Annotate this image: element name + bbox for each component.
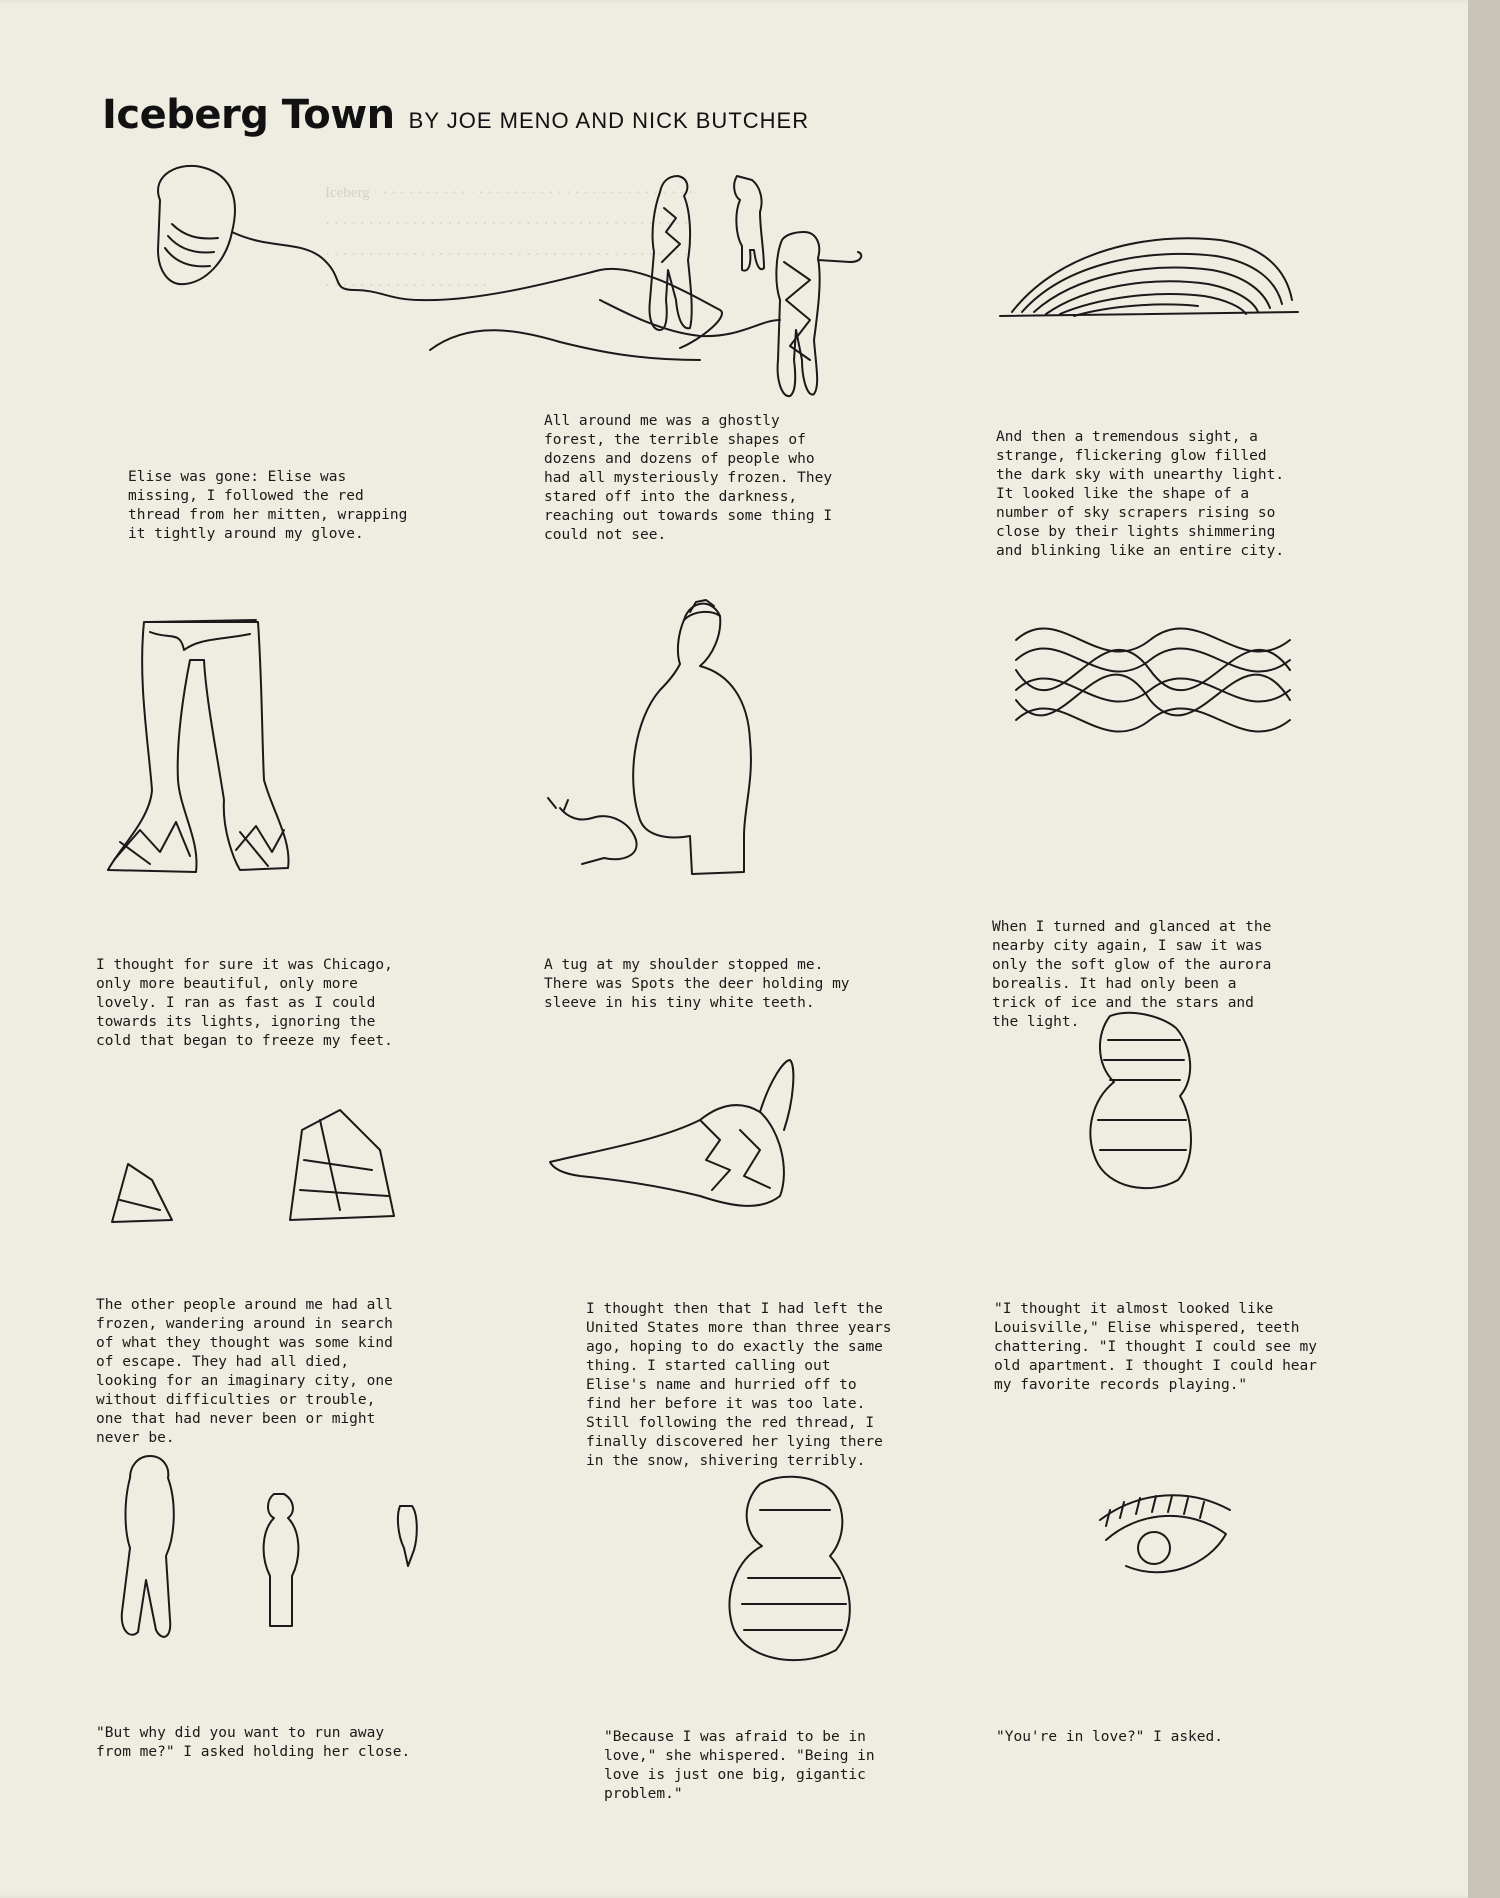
caption-why-run-away: "But why did you want to run away from me?" I asked holding her close. xyxy=(96,1725,411,1760)
mitten-with-thread xyxy=(158,166,722,348)
caption-chicago: I thought for sure it was Chicago, only more beautiful, only more lovely. I ran as fast as I could towards its lights, ignoring the cold that began to freeze my feet. xyxy=(96,957,393,1049)
boy-and-deer xyxy=(548,600,751,874)
aurora-arc xyxy=(1000,238,1298,316)
caption-tug-at-shoulder: A tug at my shoulder stopped me. There was Spots the deer holding my sleeve in his tiny white teeth. xyxy=(544,957,850,1011)
bleed-through-text-left: Iceberg · · · · · · · · · · · · · · · · · · · · · · · · · · · · · · · · · · · · · · · · · · · · · · · · · · · · · · · · · · · · · · · · · · · · · · · · · · · · · · · · · · · · · · · · · · · · · · · · · · · · · · · · · · · · · · · · · · · · · · · · · · · · · · · · · · · · · · · · · · · · xyxy=(325,185,694,294)
caption-elise-gone: Elise was gone: Elise was missing, I followed the red thread from her mitten, wrapping it tightly around my glove. xyxy=(128,469,408,542)
caption-louisville: "I thought it almost looked like Louisville," Elise whispered, teeth chattering. "I thought I could see my old apartment. I thought I could hear my favorite records playing." xyxy=(994,1301,1318,1393)
frozen-legs xyxy=(108,620,289,872)
article-byline: BY JOE MENO AND NICK BUTCHER xyxy=(408,108,810,133)
caption-youre-in-love: "You're in love?" I asked. xyxy=(996,1729,1223,1745)
caption-ghostly-forest: All around me was a ghostly forest, the terrible shapes of dozens and dozens of people who had all mysteriously frozen. They stared off into the darkness, reaching out towards some thing I could not see. xyxy=(544,413,833,543)
ice-rocks xyxy=(112,1110,394,1222)
caption-aurora-borealis: When I turned and glanced at the nearby city again, I saw it was only the soft glow of the aurora borealis. It had only been a trick of ice and the stars and the light. xyxy=(992,919,1272,1030)
eye xyxy=(1100,1495,1230,1572)
frozen-fallen-figure xyxy=(550,1060,793,1206)
article-title: Iceberg Town xyxy=(102,92,395,138)
frozen-walkers xyxy=(122,1456,417,1637)
caption-afraid-to-be-in-love: "Because I was afraid to be in love," she whispered. "Being in love is just one big, gigantic problem." xyxy=(604,1729,875,1802)
frozen-people-forest xyxy=(430,176,861,396)
caption-left-united-states: I thought then that I had left the United States more than three years ago, hoping to do exactly the same thing. I started calling out Elise's name and hurried off to find her before it was too late. Still following the red thread, I finally discovered her lying there in the snow, shivering terribly. xyxy=(586,1301,892,1469)
huddled-figure xyxy=(730,1477,850,1660)
hooded-figure xyxy=(1090,1013,1191,1188)
caption-tremendous-sight: And then a tremendous sight, a strange, flickering glow filled the dark sky with unearthy light. It looked like the shape of a number of sky scrapers rising so close by their lights shimmering and blinking like an entire city. xyxy=(996,429,1285,559)
caption-other-people-frozen: The other people around me had all frozen, wandering around in search of what they thought was some kind of escape. They had all died, looking for an imaginary city, one without difficulties or trouble, one that had never been or might never be. xyxy=(96,1297,393,1446)
aurora-waves xyxy=(1016,628,1290,731)
